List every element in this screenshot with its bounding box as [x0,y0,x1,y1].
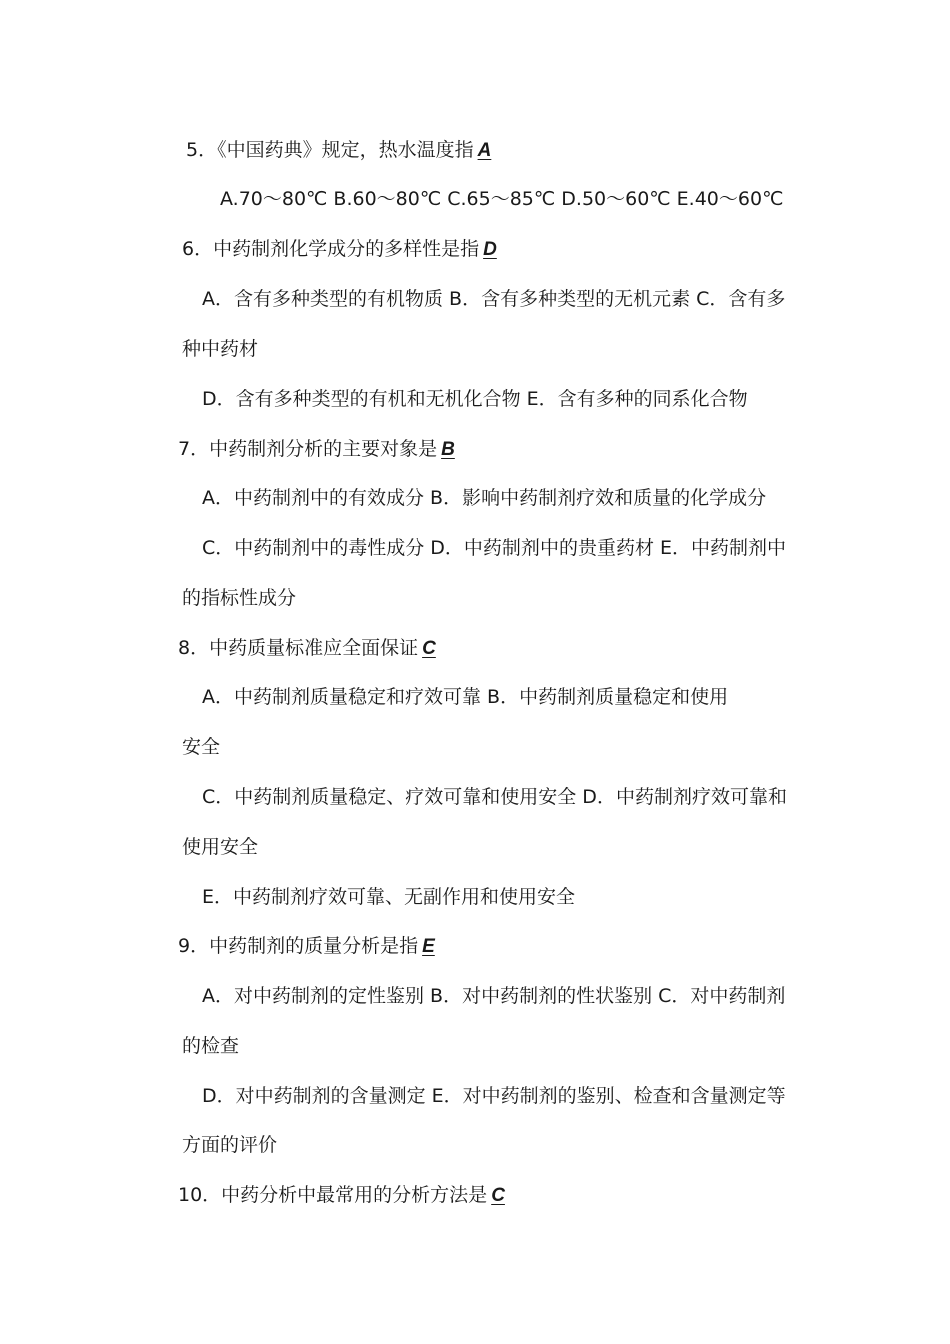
question-8-options-line-4: 使用安全 [182,836,259,858]
question-stem-text: 9．中药制剂的质量分析是指 [178,935,419,957]
answer-mark: C [491,1185,505,1206]
question-6-options-line-2: 种中药材 [182,338,259,360]
question-8-stem [178,636,436,661]
question-9-options-line-1: A．对中药制剂的定性鉴别 B．对中药制剂的性状鉴别 C．对中药制剂 [202,985,786,1007]
answer-mark: D [483,239,497,260]
question-6-options-line-3: D．含有多种类型的有机和无机化合物 E．含有多种的同系化合物 [202,388,748,410]
question-8-options-line-2: 安全 [182,736,221,758]
question-9-options-line-2: 的检查 [182,1035,240,1057]
answer-mark: A [477,140,492,161]
question-7-stem [178,437,455,462]
question-6-options-line-1: A．含有多种类型的有机物质 B．含有多种类型的无机元素 C．含有多 [202,288,786,310]
question-8-options-line-5: E．中药制剂疗效可靠、无副作用和使用安全 [202,886,576,908]
question-9-options-line-3: D．对中药制剂的含量测定 E．对中药制剂的鉴别、检查和含量测定等 [202,1085,786,1107]
question-9-stem [178,934,435,959]
question-10-stem [178,1183,505,1208]
question-stem-text: 7．中药制剂分析的主要对象是 [178,438,438,460]
answer-mark: E [422,936,435,957]
question-6-stem [182,237,497,262]
answer-mark: C [422,638,436,659]
question-5-stem [186,138,491,163]
question-stem-text: 10．中药分析中最常用的分析方法是 [178,1184,488,1206]
question-8-options-line-3: C．中药制剂质量稳定、疗效可靠和使用安全 D．中药制剂疗效可靠和 [202,786,787,808]
question-7-options-line-1: A．中药制剂中的有效成分 B．影响中药制剂疗效和质量的化学成分 [202,487,767,509]
answer-mark: B [441,439,455,460]
question-7-options-line-3: 的指标性成分 [182,587,297,609]
question-stem-text: 6．中药制剂化学成分的多样性是指 [182,238,480,260]
question-8-options-line-1: A．中药制剂质量稳定和疗效可靠 B．中药制剂质量稳定和使用 [202,686,729,708]
question-stem-text: 8．中药质量标准应全面保证 [178,637,419,659]
question-5-options: A.70～80℃ B.60～80℃ C.65～85℃ D.50～60℃ E.40～60℃ [220,188,784,210]
question-stem-text: 5．《中国药典》规定，热水温度指 [186,139,474,161]
question-7-options-line-2: C．中药制剂中的毒性成分 D．中药制剂中的贵重药材 E．中药制剂中 [202,537,786,559]
question-9-options-line-4: 方面的评价 [182,1134,278,1156]
